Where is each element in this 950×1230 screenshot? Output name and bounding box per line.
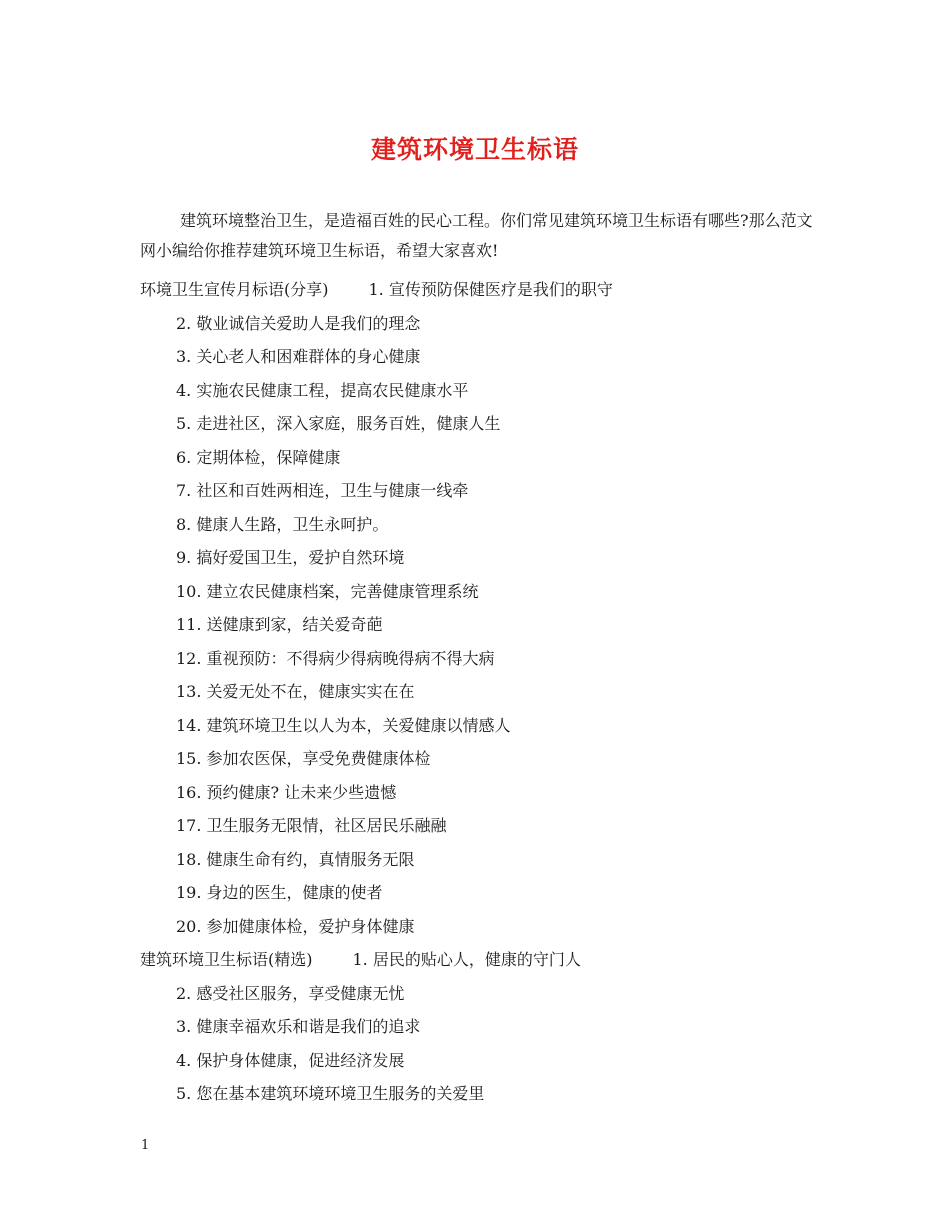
list-item: 15. 参加农医保，享受免费健康体检 bbox=[176, 749, 431, 768]
list-item: 4. 保护身体健康，促进经济发展 bbox=[176, 1051, 405, 1070]
list-item: 14. 建筑环境卫生以人为本，关爱健康以情感人 bbox=[176, 716, 511, 735]
section-heading: 环境卫生宣传月标语(分享) bbox=[140, 280, 329, 299]
list-item: 7. 社区和百姓两相连，卫生与健康一线牵 bbox=[176, 481, 469, 500]
list-item: 18. 健康生命有约，真情服务无限 bbox=[176, 850, 415, 869]
section-heading: 建筑环境卫生标语(精选) bbox=[140, 950, 313, 969]
list-item: 11. 送健康到家，结关爱奇葩 bbox=[176, 615, 383, 634]
list-item: 12. 重视预防：不得病少得病晚得病不得大病 bbox=[176, 649, 495, 668]
list-item: 10. 建立农民健康档案，完善健康管理系统 bbox=[176, 582, 479, 601]
section-heading-line bbox=[140, 280, 613, 300]
list-item: 5. 您在基本建筑环境环境卫生服务的关爱里 bbox=[176, 1084, 485, 1103]
list-item: 2. 敬业诚信关爱助人是我们的理念 bbox=[176, 314, 421, 333]
list-item: 9. 搞好爱国卫生，爱护自然环境 bbox=[176, 548, 405, 567]
intro-paragraph: 建筑环境整治卫生，是造福百姓的民心工程。你们常见建筑环境卫生标语有哪些?那么范文网小编给你推荐建筑环境卫生标语，希望大家喜欢! bbox=[140, 211, 813, 260]
list-item: 20. 参加健康体检，爱护身体健康 bbox=[176, 917, 415, 936]
list-item: 3. 健康幸福欢乐和谐是我们的追求 bbox=[176, 1017, 421, 1036]
list-item: 17. 卫生服务无限情，社区居民乐融融 bbox=[176, 816, 447, 835]
list-item: 1. 宣传预防保健医疗是我们的职守 bbox=[368, 280, 613, 299]
document-title: 建筑环境卫生标语 bbox=[370, 135, 579, 164]
list-item: 3. 关心老人和困难群体的身心健康 bbox=[176, 347, 421, 366]
list-item: 16. 预约健康? 让未来少些遗憾 bbox=[176, 783, 397, 802]
list-item: 1. 居民的贴心人，健康的守门人 bbox=[352, 950, 581, 969]
list-item: 2. 感受社区服务，享受健康无忧 bbox=[176, 984, 405, 1003]
list-item: 6. 定期体检，保障健康 bbox=[176, 448, 341, 467]
list-item: 5. 走进社区，深入家庭，服务百姓，健康人生 bbox=[176, 414, 501, 433]
section-heading-line bbox=[140, 950, 581, 970]
page-number: 1 bbox=[141, 1138, 150, 1153]
list-item: 19. 身边的医生，健康的使者 bbox=[176, 883, 383, 902]
list-item: 8. 健康人生路，卫生永呵护。 bbox=[176, 515, 389, 534]
list-item: 4. 实施农民健康工程，提高农民健康水平 bbox=[176, 381, 469, 400]
list-item: 13. 关爱无处不在，健康实实在在 bbox=[176, 682, 415, 701]
